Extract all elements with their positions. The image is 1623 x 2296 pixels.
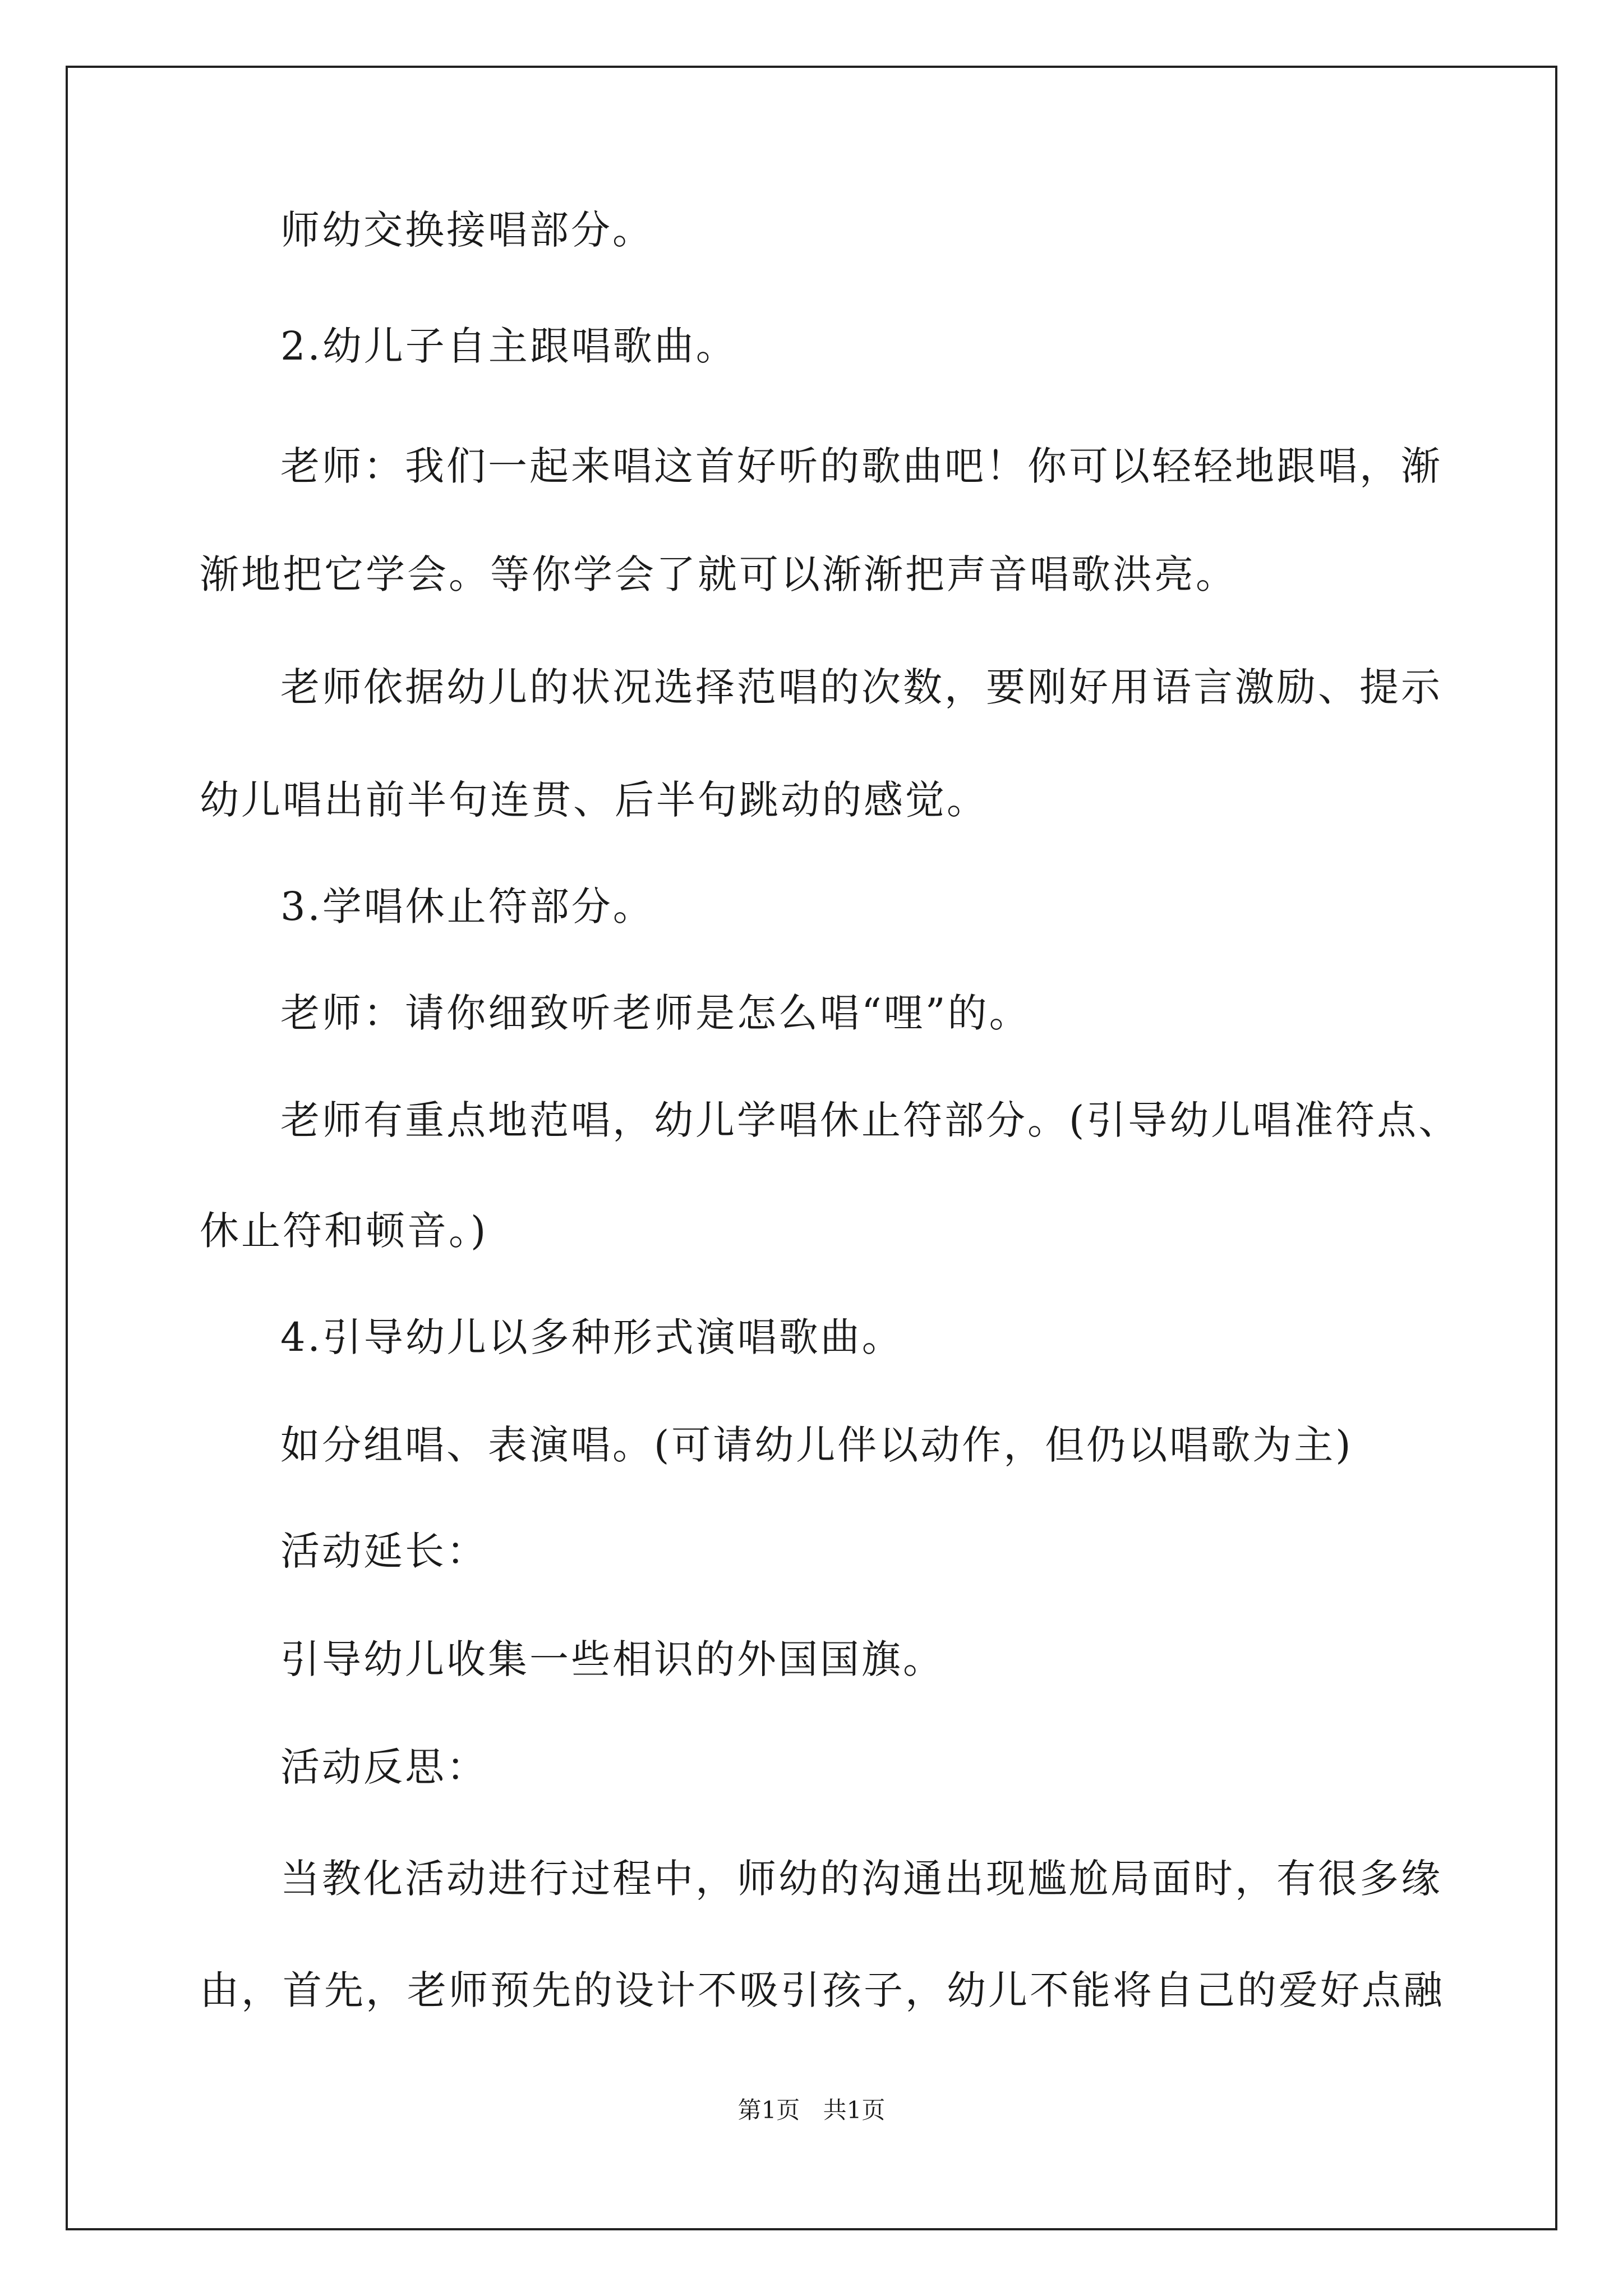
paragraph-line: 老师：我们一起来唱这首好听的歌曲吧！你可以轻轻地跟唱，渐 (280, 443, 1442, 489)
paragraph-line: 休止符和顿音。) (200, 1208, 488, 1254)
paragraph-line: 渐地把它学会。等你学会了就可以渐渐把声音唱歌洪亮。 (200, 551, 1237, 597)
paragraph-line: 如分组唱、表演唱。(可请幼儿伴以动作，但仍以唱歌为主) (280, 1422, 1353, 1468)
paragraph-line: 老师依据幼儿的状况选择范唱的次数，要刚好用语言激励、提示 (280, 664, 1442, 710)
paragraph-line: 幼儿唱出前半句连贯、后半句跳动的感觉。 (200, 777, 988, 823)
paragraph-line: 引导幼儿收集一些相识的外国国旗。 (280, 1636, 944, 1682)
page-footer (0, 2093, 1623, 2127)
paragraph-line: 由，首先，老师预先的设计不吸引孩子，幼儿不能将自己的爱好点融 (200, 1967, 1445, 2013)
page-border (66, 66, 1557, 2230)
paragraph-line: 老师有重点地范唱，幼儿学唱休止符部分。(引导幼儿唱准符点、 (280, 1097, 1460, 1143)
paragraph-line: 师幼交换接唱部分。 (280, 207, 654, 253)
paragraph-line: 3.学唱休止符部分。 (280, 884, 654, 930)
paragraph-line: 当教化活动进行过程中，师幼的沟通出现尴尬局面时，有很多缘 (280, 1856, 1442, 1902)
page-number: 第1页 (737, 2096, 800, 2124)
paragraph-line: 活动反思： (280, 1744, 488, 1790)
page-total: 共1页 (823, 2096, 886, 2124)
paragraph-line: 活动延长： (280, 1528, 488, 1574)
paragraph-line: 老师：请你细致听老师是怎么唱“哩”的。 (280, 990, 1031, 1036)
paragraph-line: 2.幼儿子自主跟唱歌曲。 (280, 323, 737, 369)
paragraph-line: 4.引导幼儿以多种形式演唱歌曲。 (280, 1314, 903, 1360)
